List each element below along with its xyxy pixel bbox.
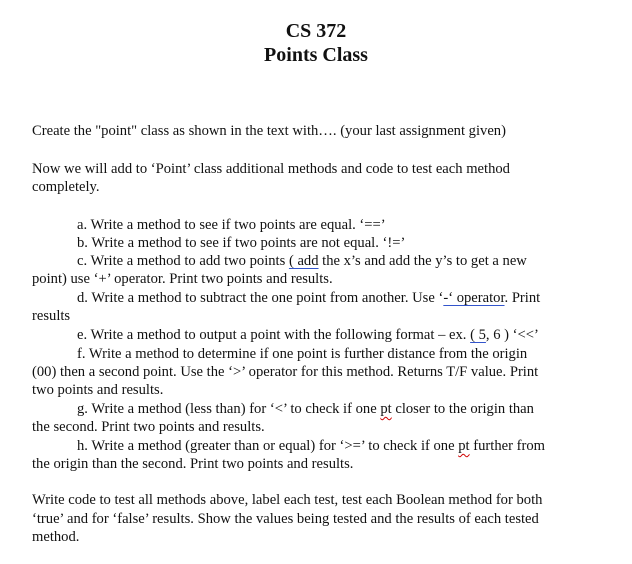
item-g-line-1: [77, 400, 534, 418]
item-c-line-2: point) use ‘+’ operator. Print two points and results.: [32, 271, 333, 287]
lead-line-2: completely.: [32, 179, 100, 195]
item-f-line-2: (00) then a second point. Use the ‘>’ operator for this method. Returns T/F value. Print: [32, 364, 539, 380]
item-h-text-start: h. Write a method (greater than or equal) for ‘>=’ to check if one: [77, 438, 459, 454]
assignment-title: Points Class: [264, 44, 368, 66]
item-h-spelling-mark: pt: [458, 438, 470, 454]
item-g-text-start: g. Write a method (less than) for ‘<’ to check if one: [77, 401, 381, 417]
course-title: CS 372: [285, 20, 347, 42]
item-e-underlined: ( 5: [470, 327, 486, 343]
item-c-text-start: c. Write a method to add two points: [77, 253, 289, 269]
item-e-text-start: e. Write a method to output a point with the following format – ex.: [77, 327, 471, 343]
item-f-line-3: two points and results.: [32, 382, 164, 398]
item-h-line-2: the origin than the second. Print two points and results.: [32, 456, 354, 472]
item-d-text-end: . Print: [504, 290, 541, 306]
item-f-line-1: f. Write a method to determine if one point is further distance from the origin: [77, 346, 528, 362]
item-h-line-1: [77, 437, 545, 455]
item-a: a. Write a method to see if two points are equal. ‘==’: [77, 217, 386, 233]
item-c-underlined: ( add: [288, 253, 319, 269]
closing-line-2: ‘true’ and for ‘false’ results. Show the values being tested and the results of each tested: [32, 511, 539, 527]
item-h-text-end: further from: [469, 438, 545, 454]
closing-line-3: method.: [32, 529, 80, 545]
intro-line: Create the "point" class as shown in the text with…. (your last assignment given): [32, 123, 506, 139]
item-b: b. Write a method to see if two points are not equal. ‘!=’: [77, 235, 406, 251]
item-d-underlined: -‘ operator: [443, 290, 505, 306]
closing-line-1: Write code to test all methods above, label each test, test each Boolean method for both: [32, 492, 543, 508]
item-d-line-2: results: [32, 308, 71, 324]
item-e-line: [77, 326, 539, 344]
item-d-text-start: d. Write a method to subtract the one point from another. Use ‘: [77, 290, 444, 306]
item-g-text-end: closer to the origin than: [391, 401, 534, 417]
item-e-text-end: , 6 ) ‘<<’: [485, 327, 539, 343]
item-c-text-end: the x’s and add the y’s to get a new: [318, 253, 527, 269]
item-c-line-1: [77, 252, 527, 270]
item-g-spelling-mark: pt: [380, 401, 392, 417]
lead-line-1: Now we will add to ‘Point’ class additional methods and code to test each method: [32, 161, 510, 177]
item-d-line-1: [77, 289, 540, 307]
item-g-line-2: the second. Print two points and results.: [32, 419, 265, 435]
